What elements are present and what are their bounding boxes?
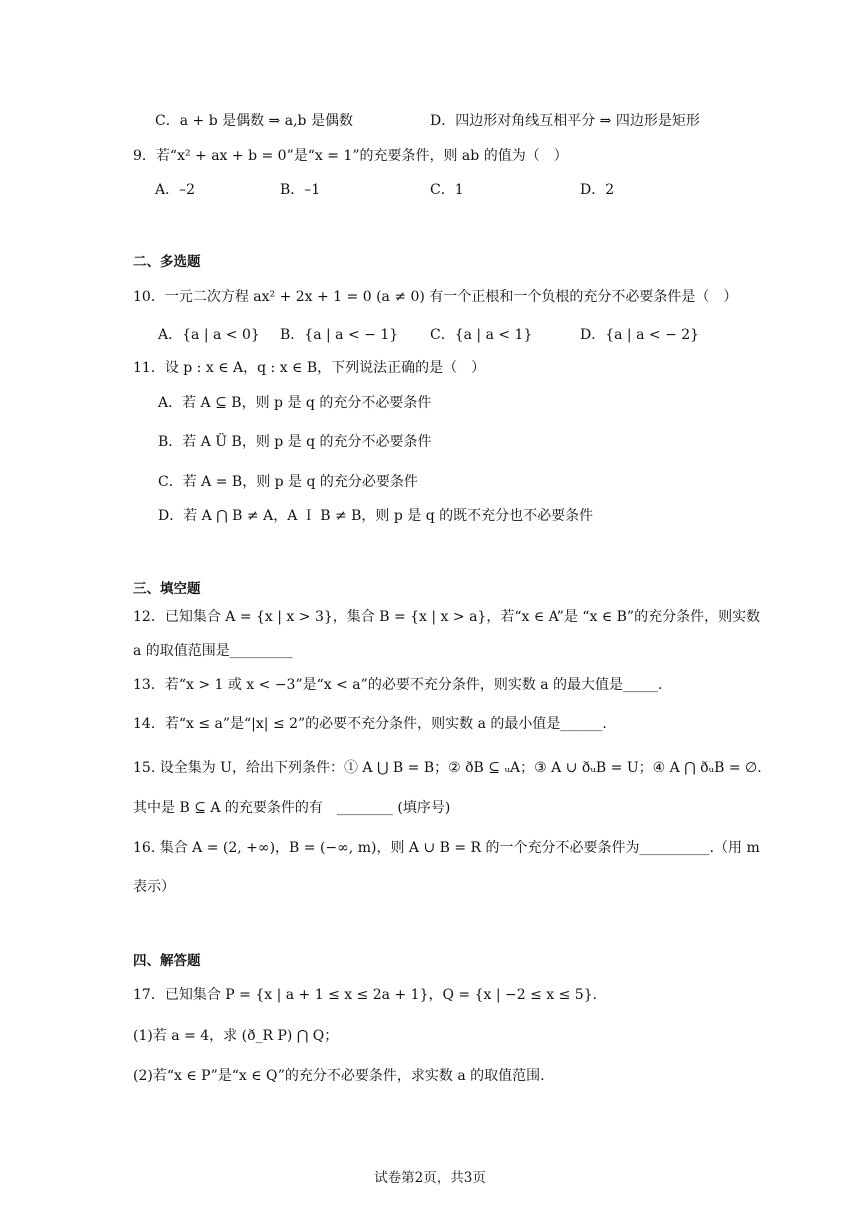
q8-option-c: C．a + b 是偶数 ⇒ a,b 是偶数	[155, 113, 353, 129]
q13-stem: 13．若“x > 1 或 x < −3”是“x < a”的必要不充分条件，则实数 a 的最大值是_____.	[133, 677, 663, 693]
q17-part2: (2)若“x ∈ P”是“x ∈ Q”的充分不必要条件，求实数 a 的取值范围.	[133, 1068, 545, 1084]
q12-line1: 12．已知集合 A = {x | x > 3}，集合 B = {x | x > a}，若“x ∈ A”是 “x ∈ B”的充分条件，则实数	[133, 609, 761, 625]
q17-stem: 17．已知集合 P = {x | a + 1 ≤ x ≤ 2a + 1}，Q = {x | −2 ≤ x ≤ 5}.	[133, 987, 598, 1003]
q11-option-a: A．若 A ⊆ B，则 p 是 q 的充分不必要条件	[158, 395, 432, 411]
q9-stem: 9．若“x² + ax + b = 0”是“x = 1”的充要条件，则 ab 的值为（ ）	[133, 148, 568, 164]
page-footer: 试卷第2页，共3页	[374, 1170, 486, 1186]
q10-option-c: C．{a | a < 1}	[430, 327, 533, 343]
section-multiple-choice-heading: 二、多选题	[133, 254, 201, 270]
q9-option-b: B．–1	[280, 182, 321, 198]
q14-stem: 14．若“x ≤ a”是“|x| ≤ 2”的必要不充分条件，则实数 a 的最小值是______.	[133, 716, 607, 732]
q9-option-d: D．2	[580, 182, 615, 198]
q10-option-b: B．{a | a < − 1}	[280, 327, 399, 343]
q10-option-d: D．{a | a < − 2}	[580, 327, 700, 343]
q10-option-a: A．{a | a < 0}	[158, 327, 260, 343]
q9-option-a: A．–2	[155, 182, 196, 198]
q11-option-d: D．若 A ⋂ B ≠ A，A Ｉ B ≠ B，则 p 是 q 的既不充分也不必要条件	[158, 508, 594, 524]
q15-line1: 15. 设全集为 U，给出下列条件：① A ⋃ B = B；② ðB ⊆ ᵤA；③ A ∪ ðᵤB = U；④ A ⋂ ðᵤB = ∅.	[133, 760, 762, 776]
q11-stem: 11．设 p : x ∈ A，q : x ∈ B，下列说法正确的是（ ）	[133, 360, 486, 376]
q16-line1: 16. 集合 A = (2, +∞)，B = (−∞, m)，则 A ∪ B = R 的一个充分不必要条件为__________.（用 m	[133, 840, 760, 856]
q8-option-d: D．四边形对角线互相平分 ⇒ 四边形是矩形	[430, 113, 700, 129]
q17-part1: (1)若 a = 4，求 (ð_R P) ⋂ Q；	[133, 1028, 339, 1044]
q15-line2: 其中是 B ⊆ A 的充要条件的有 ________ (填序号)	[133, 800, 451, 816]
q11-option-b: B．若 A Ü B，则 p 是 q 的充分不必要条件	[158, 434, 432, 450]
section-fill-in-heading: 三、填空题	[133, 581, 201, 597]
q9-option-c: C．1	[430, 182, 464, 198]
section-solution-heading: 四、解答题	[133, 953, 201, 969]
q12-line2: a 的取值范围是_________	[133, 643, 293, 659]
q10-stem: 10．一元二次方程 ax² + 2x + 1 = 0 (a ≠ 0) 有一个正根和一个负根的充分不必要条件是（ ）	[133, 289, 738, 305]
q11-option-c: C．若 A = B，则 p 是 q 的充分必要条件	[158, 474, 418, 490]
q16-line2: 表示）	[133, 879, 175, 895]
